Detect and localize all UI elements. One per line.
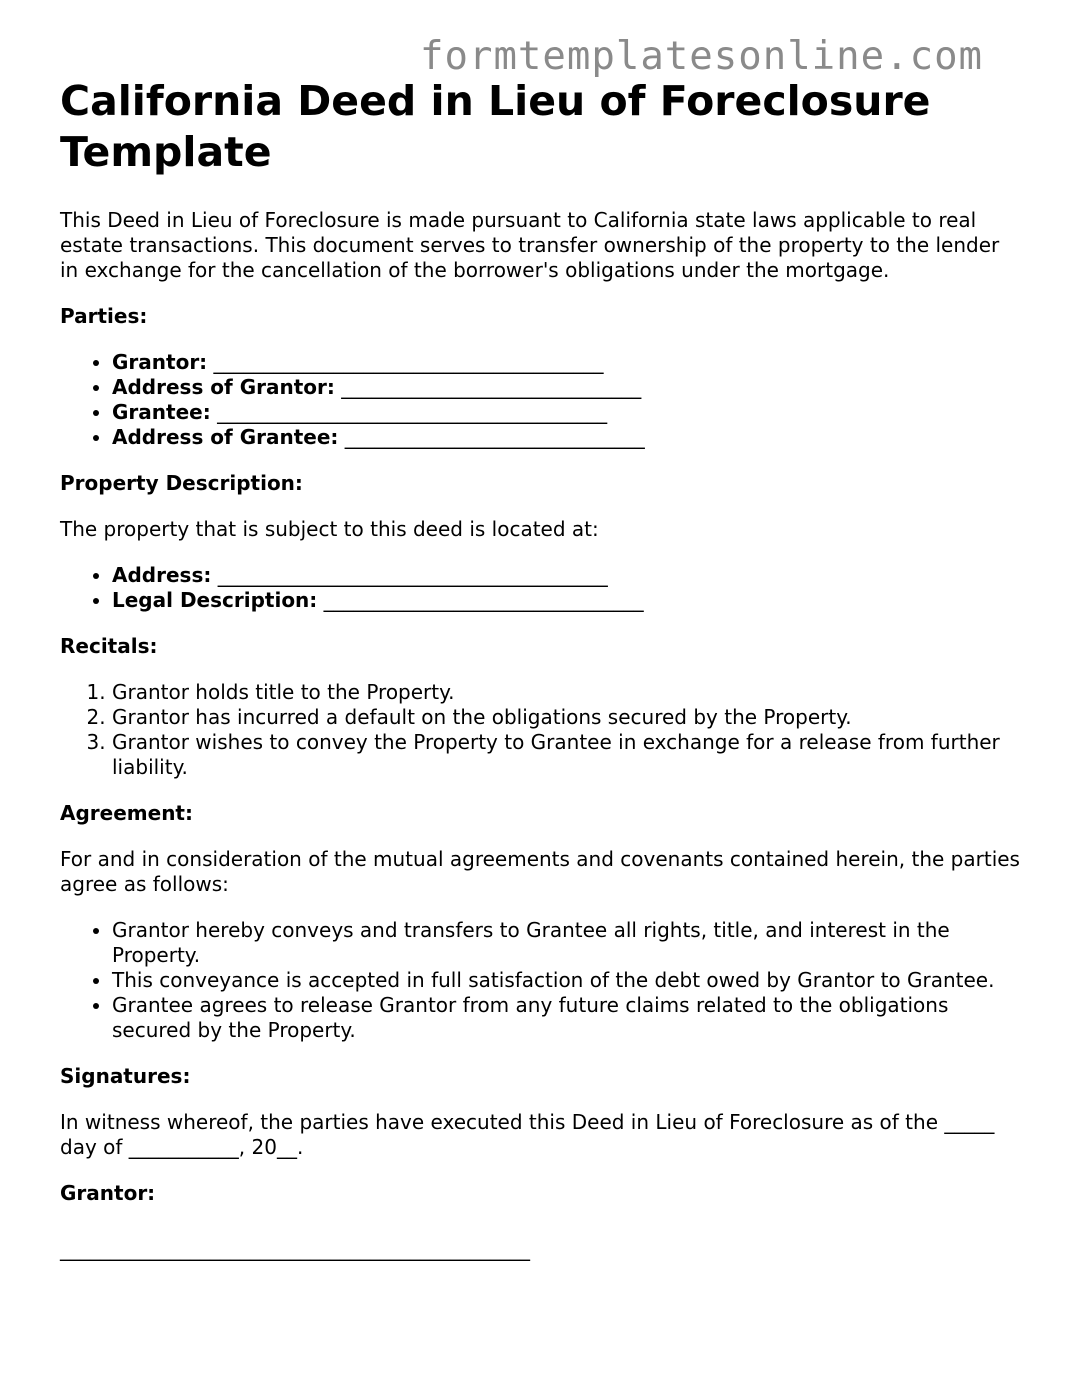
parties-heading: Parties: (60, 304, 148, 328)
grantor-signature-line: _______________________________________________ (60, 1237, 530, 1261)
list-item (112, 400, 1020, 425)
list-item (112, 588, 1020, 613)
address-of-grantee-blank: ______________________________ (344, 425, 645, 449)
agreement-list (60, 918, 1020, 1043)
recitals-list (60, 680, 1020, 780)
watermark: formtemplatesonline.com (420, 34, 984, 79)
document (60, 76, 1020, 1262)
signatures-heading: Signatures: (60, 1064, 191, 1088)
property-description-heading: Property Description: (60, 471, 303, 495)
address-of-grantor-label: Address of Grantor: (112, 375, 335, 399)
address-of-grantor-blank: ______________________________ (341, 375, 642, 399)
page-title: California Deed in Lieu of Foreclosure Template (60, 77, 931, 176)
signatures-paragraph: In witness whereof, the parties have executed this Deed in Lieu of Foreclosure as of the _____ day of ___________, 20__. (60, 1110, 995, 1159)
grantor-label: Grantor: (112, 350, 208, 374)
list-item (112, 425, 1020, 450)
list-item: • Grantor hereby conveys and transfers to Grantee all rights, title, and interest in the Property. (112, 918, 1020, 968)
grantee-blank: _______________________________________ (217, 400, 608, 424)
list-item: 3. Grantor wishes to convey the Property to Grantee in exchange for a release from further liability. (112, 730, 1020, 780)
legal-description-label: Legal Description: (112, 588, 318, 612)
address-of-grantee-label: Address of Grantee: (112, 425, 339, 449)
recitals-heading: Recitals: (60, 634, 158, 658)
list-item: • This conveyance is accepted in full satisfaction of the debt owed by Grantor to Grantee. (112, 968, 1020, 993)
list-item (112, 350, 1020, 375)
address-label: Address: (112, 563, 212, 587)
property-list (60, 563, 1020, 613)
agreement-heading: Agreement: (60, 801, 193, 825)
list-item: 1. Grantor holds title to the Property. (112, 680, 1020, 705)
grantor-blank: _______________________________________ (213, 350, 604, 374)
grantee-label: Grantee: (112, 400, 211, 424)
list-item: • Grantee agrees to release Grantor from any future claims related to the obligations secured by the Property. (112, 993, 1020, 1043)
intro-paragraph: This Deed in Lieu of Foreclosure is made pursuant to California state laws applicable to real estate transactions. This document serves to transfer ownership of the property to the lender in exchange for the cancellation of the borrower's obligations under the mortgage. (60, 208, 1000, 282)
grantor-signature-heading: Grantor: (60, 1181, 156, 1205)
property-paragraph: The property that is subject to this deed is located at: (60, 517, 599, 541)
list-item (112, 375, 1020, 400)
list-item (112, 563, 1020, 588)
list-item: 2. Grantor has incurred a default on the obligations secured by the Property. (112, 705, 1020, 730)
legal-description-blank: ________________________________ (323, 588, 644, 612)
agreement-paragraph: For and in consideration of the mutual agreements and covenants contained herein, the parties agree as follows: (60, 847, 1020, 896)
parties-list (60, 350, 1020, 450)
address-blank: _______________________________________ (217, 563, 608, 587)
